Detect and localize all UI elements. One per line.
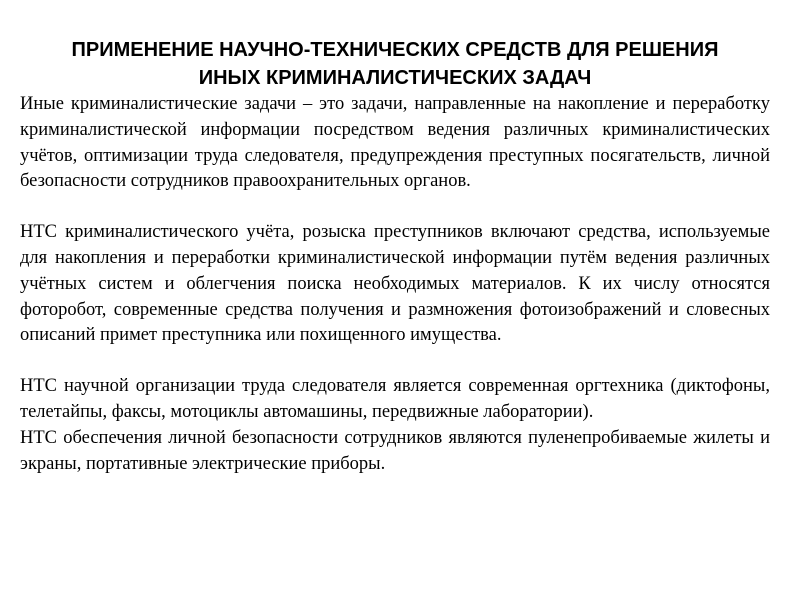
paragraph-gap: [20, 195, 770, 220]
title-line-1: ПРИМЕНЕНИЕ НАУЧНО-ТЕХНИЧЕСКИХ СРЕДСТВ ДЛЯ РЕШЕНИЯ: [71, 39, 719, 61]
paragraph-labor-organization: НТС научной организации труда следователя является современная оргтехника (диктофоны, телетайпы, факсы, мотоциклы автомашины, передвижные лаборатории).: [20, 376, 770, 422]
slide-title: [20, 36, 770, 92]
slide-body: [20, 92, 770, 477]
paragraph-gap: [20, 349, 770, 374]
paragraph-registration-search: НТС криминалистического учёта, розыска преступников включают средства, используемые для накопления и переработки криминалистической информации путём ведения различных учётных систем и облегчения поиска необходимых материалов. К их числу относятся фоторобот, современные средства получения и размножения фотоизображений и словесных описаний примет преступника или похищенного имущества.: [20, 222, 770, 346]
title-line-2: ИНЫХ КРИМИНАЛИСТИЧЕСКИХ ЗАДАЧ: [198, 67, 592, 89]
paragraph-other-tasks: Иные криминалистические задачи – это задачи, направленные на накопление и переработку криминалистической информации посредством ведения различных криминалистических учётов, оптимизации труда следователя, предупреждения преступных посягательств, личной безопасности сотрудников правоохранительных органов.: [20, 94, 770, 192]
paragraph-personal-safety: НТС обеспечения личной безопасности сотрудников являются пуленепробиваемые жилеты и экраны, портативные электрические приборы.: [20, 427, 770, 474]
